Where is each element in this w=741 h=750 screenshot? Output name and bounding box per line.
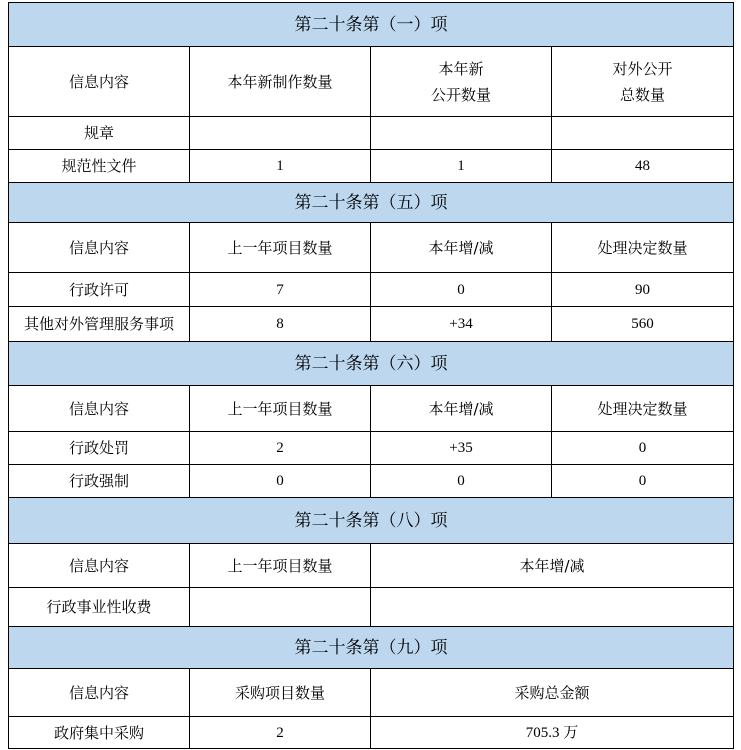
header-cell: 处理决定数量 (552, 386, 734, 432)
value-cell: 48 (552, 150, 734, 183)
value-cell: 7 (190, 273, 371, 307)
value-cell (552, 117, 734, 150)
value-cell (371, 588, 734, 627)
header-cell: 上一年项目数量 (190, 223, 371, 273)
header-cell: 上一年项目数量 (190, 386, 371, 432)
header-cell: 采购总金额 (371, 669, 734, 717)
value-cell: 1 (190, 150, 371, 183)
row-label: 行政事业性收费 (9, 588, 190, 627)
value-cell: +34 (371, 307, 552, 342)
header-cell: 信息内容 (9, 669, 190, 717)
column-header-row (9, 47, 734, 117)
table-row (9, 117, 734, 150)
table-row (9, 465, 734, 498)
header-cell: 本年增/减 (371, 223, 552, 273)
value-cell: 90 (552, 273, 734, 307)
header-line: 公开数量 (430, 85, 491, 104)
value-cell (190, 117, 371, 150)
value-cell: 0 (552, 465, 734, 498)
header-line: 对外公开 (612, 59, 673, 78)
table-row (9, 717, 734, 749)
table-row (9, 588, 734, 627)
table-row (9, 273, 734, 307)
column-header-row (9, 223, 734, 273)
value-cell: 0 (371, 465, 552, 498)
header-cell: 上一年项目数量 (190, 544, 371, 588)
column-header-row (9, 669, 734, 717)
section-title: 第二十条第（五）项 (9, 183, 734, 223)
column-header-row (9, 544, 734, 588)
value-cell: 0 (371, 273, 552, 307)
section-header-row (9, 627, 734, 669)
row-label: 政府集中采购 (9, 717, 190, 749)
value-cell: 8 (190, 307, 371, 342)
value-cell: 1 (371, 150, 552, 183)
header-cell: 信息内容 (9, 223, 190, 273)
header-cell (371, 47, 552, 117)
section-header-row (9, 342, 734, 386)
value-cell: +35 (371, 432, 552, 465)
section-header-row (9, 3, 734, 47)
value-cell (371, 117, 552, 150)
disclosure-table (8, 2, 734, 749)
header-cell: 采购项目数量 (190, 669, 371, 717)
row-label: 行政强制 (9, 465, 190, 498)
value-cell: 0 (552, 432, 734, 465)
header-cell (552, 47, 734, 117)
value-cell: 2 (190, 717, 371, 749)
row-label: 规章 (9, 117, 190, 150)
value-cell: 0 (190, 465, 371, 498)
header-cell: 信息内容 (9, 386, 190, 432)
value-cell: 705.3 万 (371, 717, 734, 749)
table-row (9, 432, 734, 465)
section-title: 第二十条第（一）项 (9, 3, 734, 47)
row-label: 行政许可 (9, 273, 190, 307)
section-title: 第二十条第（六）项 (9, 342, 734, 386)
section-header-row (9, 183, 734, 223)
header-cell: 本年增/减 (371, 386, 552, 432)
value-cell (190, 588, 371, 627)
row-label: 规范性文件 (9, 150, 190, 183)
header-cell: 本年增/减 (371, 544, 734, 588)
header-line: 本年新 (438, 59, 484, 78)
row-label: 行政处罚 (9, 432, 190, 465)
column-header-row (9, 386, 734, 432)
header-line: 总数量 (619, 85, 665, 104)
section-title: 第二十条第（九）项 (9, 627, 734, 669)
value-cell: 560 (552, 307, 734, 342)
header-cell: 信息内容 (9, 544, 190, 588)
value-cell: 2 (190, 432, 371, 465)
row-label: 其他对外管理服务事项 (9, 307, 190, 342)
section-header-row (9, 498, 734, 544)
header-cell: 处理决定数量 (552, 223, 734, 273)
header-cell: 信息内容 (9, 47, 190, 117)
header-cell: 本年新制作数量 (190, 47, 371, 117)
table-row (9, 150, 734, 183)
table-row (9, 307, 734, 342)
section-title: 第二十条第（八）项 (9, 498, 734, 544)
